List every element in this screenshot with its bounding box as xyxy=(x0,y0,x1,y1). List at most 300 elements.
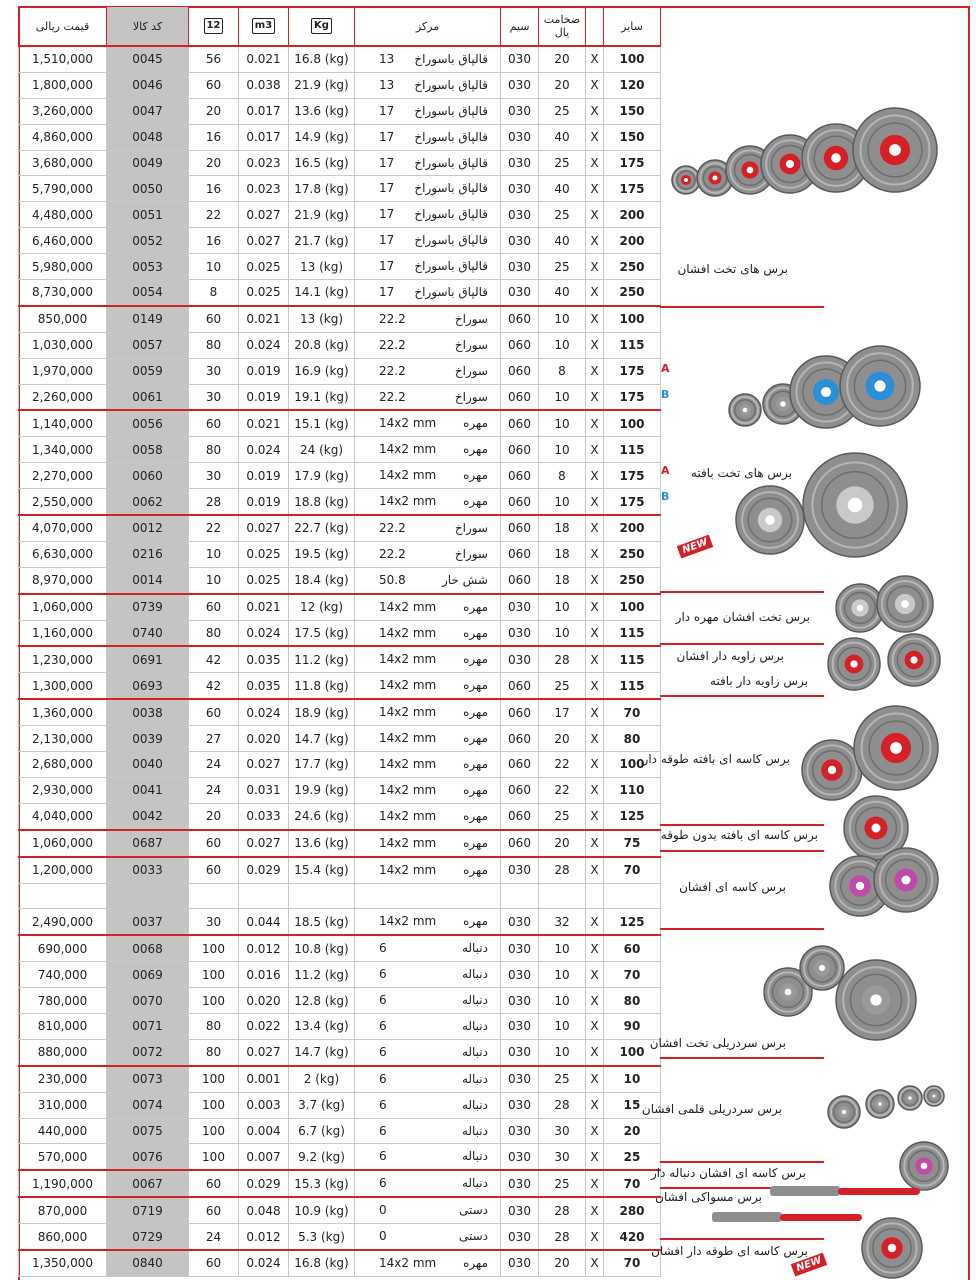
price-cell: 4,040,000 xyxy=(19,803,107,829)
price-cell: 4,860,000 xyxy=(19,124,107,150)
weight-cell: 15.4 (kg) xyxy=(289,857,355,883)
center-size: 6 xyxy=(379,1044,387,1059)
qty-cell: 60 xyxy=(189,857,239,883)
size-cell: 175 xyxy=(604,176,661,202)
center-type: قالپاق باسوراخ xyxy=(414,103,488,118)
x-cell: X xyxy=(586,567,604,593)
price-cell: 690,000 xyxy=(19,935,107,961)
weight-cell: 10.8 (kg) xyxy=(289,935,355,961)
x-cell: X xyxy=(586,646,604,672)
thickness-cell: 20 xyxy=(539,72,586,98)
x-cell: X xyxy=(586,1066,604,1092)
wire-cell: 060 xyxy=(501,567,539,593)
weight-cell: 2 (kg) xyxy=(289,1066,355,1092)
thickness-cell: 8 xyxy=(539,358,586,384)
weight-cell: 22.7 (kg) xyxy=(289,515,355,541)
center-type: قالپاق باسوراخ xyxy=(414,207,488,222)
price-cell: 740,000 xyxy=(19,962,107,988)
center-size: 14x2 mm xyxy=(379,808,437,823)
table-row xyxy=(19,1250,661,1276)
center-type: قالپاق باسوراخ xyxy=(414,77,488,92)
wire-cell: 030 xyxy=(501,646,539,672)
center-size: 6 xyxy=(379,1018,387,1033)
center-cell xyxy=(355,909,501,935)
price-cell: 1,340,000 xyxy=(19,437,107,463)
price-cell: 3,260,000 xyxy=(19,98,107,124)
center-size: 6 xyxy=(379,1097,387,1112)
thickness-sub-label: یال xyxy=(554,26,570,39)
center-size: 14x2 mm xyxy=(379,652,437,667)
weight-cell: 17.8 (kg) xyxy=(289,176,355,202)
qty-cell: 100 xyxy=(189,1118,239,1144)
size-cell: 70 xyxy=(604,857,661,883)
volume-cell: 0.007 xyxy=(239,1144,289,1170)
price-cell: 2,130,000 xyxy=(19,726,107,752)
table-row xyxy=(19,1013,661,1039)
price-cell: 1,350,000 xyxy=(19,1250,107,1276)
qty-cell: 20 xyxy=(189,98,239,124)
qty-cell: 60 xyxy=(189,72,239,98)
center-cell xyxy=(355,280,501,306)
center-cell xyxy=(355,699,501,725)
thickness-cell xyxy=(539,883,586,909)
weight-cell: 5.3 (kg) xyxy=(289,1224,355,1250)
center-size: 14x2 mm xyxy=(379,835,437,850)
wire-cell: 060 xyxy=(501,437,539,463)
qty-cell xyxy=(189,883,239,909)
table-row xyxy=(19,280,661,306)
center-cell xyxy=(355,410,501,436)
wire-cell: 060 xyxy=(501,673,539,699)
x-cell: X xyxy=(586,1092,604,1118)
x-cell: X xyxy=(586,306,604,332)
table-row xyxy=(19,752,661,778)
table-row xyxy=(19,567,661,593)
center-cell xyxy=(355,830,501,857)
size-cell: 80 xyxy=(604,988,661,1014)
weight-cell: 16.9 (kg) xyxy=(289,358,355,384)
center-cell xyxy=(355,98,501,124)
code-cell: 0687 xyxy=(107,830,189,857)
flat-knot-nut-brush-image xyxy=(801,451,909,559)
qty-cell: 100 xyxy=(189,1066,239,1092)
size-cell: 115 xyxy=(604,673,661,699)
table-row xyxy=(19,1118,661,1144)
center-cell xyxy=(355,673,501,699)
center-type: دنباله xyxy=(461,967,488,982)
center-cell xyxy=(355,384,501,410)
center-cell xyxy=(355,962,501,988)
pencil-shank-brush-image xyxy=(864,1088,896,1120)
center-size: 22.2 xyxy=(379,337,406,352)
code-cell: 0071 xyxy=(107,1013,189,1039)
volume-cell: 0.023 xyxy=(239,150,289,176)
x-cell xyxy=(586,883,604,909)
price-cell: 2,550,000 xyxy=(19,489,107,515)
x-cell: X xyxy=(586,830,604,857)
volume-cell: 0.019 xyxy=(239,489,289,515)
volume-cell: 0.027 xyxy=(239,752,289,778)
code-cell: 0067 xyxy=(107,1170,189,1197)
center-type: دنباله xyxy=(461,1123,488,1138)
size-cell: 70 xyxy=(604,699,661,725)
group-separator xyxy=(660,643,824,645)
table-row xyxy=(19,489,661,515)
center-size: 17 xyxy=(379,285,395,300)
wire-cell: 060 xyxy=(501,306,539,332)
cup-shank-brush-image xyxy=(898,1140,950,1192)
wire-cell: 060 xyxy=(501,410,539,436)
center-cell xyxy=(355,1092,501,1118)
center-type: شش خار xyxy=(441,572,488,587)
volume-cell: 0.027 xyxy=(239,228,289,254)
price-cell: 2,270,000 xyxy=(19,463,107,489)
wire-cell: 060 xyxy=(501,699,539,725)
wire-cell: 060 xyxy=(501,489,539,515)
wire-cell: 060 xyxy=(501,777,539,803)
weight-cell: 18.5 (kg) xyxy=(289,909,355,935)
center-cell xyxy=(355,726,501,752)
thickness-cell: 10 xyxy=(539,594,586,620)
cup-knot-ring-brush-image xyxy=(852,704,940,792)
table-row xyxy=(19,228,661,254)
x-cell: X xyxy=(586,988,604,1014)
qty-cell: 60 xyxy=(189,1250,239,1276)
price-cell: 2,260,000 xyxy=(19,384,107,410)
code-cell: 0041 xyxy=(107,777,189,803)
x-cell: X xyxy=(586,384,604,410)
price-cell: 2,490,000 xyxy=(19,909,107,935)
flat-knot-nut-brush-image xyxy=(734,484,806,556)
wire-cell: 060 xyxy=(501,515,539,541)
center-size: 14x2 mm xyxy=(379,914,437,929)
wire-cell: 060 xyxy=(501,463,539,489)
center-size: 14x2 mm xyxy=(379,625,437,640)
thickness-cell: 40 xyxy=(539,228,586,254)
label-cup-knot-ring-brush: برس کاسه ای بافته طوقه دار xyxy=(642,752,790,766)
center-size: 22.2 xyxy=(379,363,406,378)
center-size: 17 xyxy=(379,259,395,274)
code-cell: 0049 xyxy=(107,150,189,176)
center-type: سوراخ xyxy=(454,311,488,326)
weight-cell: 13 (kg) xyxy=(289,306,355,332)
center-cell xyxy=(355,332,501,358)
cup-crimp-ring-brush-image xyxy=(860,1216,924,1280)
qty-cell: 10 xyxy=(189,254,239,280)
wire-cell: 060 xyxy=(501,384,539,410)
center-size: 14x2 mm xyxy=(379,862,437,877)
x-cell: X xyxy=(586,202,604,228)
volume-cell: 0.017 xyxy=(239,98,289,124)
center-size: 17 xyxy=(379,155,395,170)
wire-cell: 030 xyxy=(501,909,539,935)
group-separator xyxy=(660,850,824,852)
x-cell: X xyxy=(586,726,604,752)
volume-cell: 0.019 xyxy=(239,358,289,384)
flat-knot-brush-image xyxy=(838,344,922,428)
center-type: قالپاق باسوراخ xyxy=(414,259,488,274)
weight-cell: 13.4 (kg) xyxy=(289,1013,355,1039)
thickness-cell: 20 xyxy=(539,1250,586,1276)
x-cell: X xyxy=(586,777,604,803)
volume-cell: 0.027 xyxy=(239,202,289,228)
center-cell xyxy=(355,1197,501,1223)
wire-cell: 030 xyxy=(501,150,539,176)
price-cell: 1,300,000 xyxy=(19,673,107,699)
table-row xyxy=(19,988,661,1014)
volume-cell: 0.024 xyxy=(239,1250,289,1276)
center-type: مهره xyxy=(463,705,488,720)
price-cell: 1,140,000 xyxy=(19,410,107,436)
price-cell: 4,480,000 xyxy=(19,202,107,228)
wire-cell: 030 xyxy=(501,1144,539,1170)
center-cell xyxy=(355,620,501,646)
table-row xyxy=(19,202,661,228)
table-row xyxy=(19,541,661,567)
x-cell: X xyxy=(586,1170,604,1197)
size-cell: 120 xyxy=(604,72,661,98)
price-cell: 1,510,000 xyxy=(19,46,107,72)
table-row xyxy=(19,1144,661,1170)
table-row xyxy=(19,1039,661,1065)
table-row xyxy=(19,1170,661,1197)
volume-cell: 0.029 xyxy=(239,857,289,883)
thickness-cell: 32 xyxy=(539,909,586,935)
size-cell: 10 xyxy=(604,1066,661,1092)
label-flat-shank-brush: برس سردریلی تخت افشان xyxy=(649,1036,786,1050)
label-cup-crimp-ring-brush: برس کاسه ای طوقه دار افشان xyxy=(651,1244,808,1258)
table-row xyxy=(19,1092,661,1118)
qty-cell: 42 xyxy=(189,646,239,672)
center-size: 6 xyxy=(379,941,387,956)
center-type: دستی xyxy=(458,1229,488,1244)
table-row xyxy=(19,594,661,620)
weight-cell: 14.7 (kg) xyxy=(289,726,355,752)
col-qty-header xyxy=(189,7,239,47)
weight-box-icon: Kg xyxy=(311,18,332,34)
center-size: 14x2 mm xyxy=(379,731,437,746)
thickness-cell: 10 xyxy=(539,1013,586,1039)
size-cell xyxy=(604,883,661,909)
table-row xyxy=(19,935,661,961)
table-row xyxy=(19,1224,661,1250)
center-cell xyxy=(355,1039,501,1065)
volume-cell: 0.048 xyxy=(239,1197,289,1223)
thickness-cell: 10 xyxy=(539,489,586,515)
weight-cell: 19.1 (kg) xyxy=(289,384,355,410)
x-cell: X xyxy=(586,46,604,72)
wire-cell: 030 xyxy=(501,176,539,202)
x-cell: X xyxy=(586,699,604,725)
price-cell: 780,000 xyxy=(19,988,107,1014)
wire-cell: 030 xyxy=(501,1039,539,1065)
table-row xyxy=(19,46,661,72)
col-weight-header xyxy=(289,7,355,47)
size-cell: 75 xyxy=(604,830,661,857)
thickness-cell: 10 xyxy=(539,620,586,646)
weight-cell: 12.8 (kg) xyxy=(289,988,355,1014)
qty-cell: 60 xyxy=(189,1170,239,1197)
code-cell: 0045 xyxy=(107,46,189,72)
qty-cell: 28 xyxy=(189,489,239,515)
weight-cell: 10.9 (kg) xyxy=(289,1197,355,1223)
code-cell: 0012 xyxy=(107,515,189,541)
center-cell xyxy=(355,857,501,883)
table-row xyxy=(19,98,661,124)
x-cell: X xyxy=(586,803,604,829)
center-size: 14x2 mm xyxy=(379,468,437,483)
wire-cell: 060 xyxy=(501,726,539,752)
center-size: 17 xyxy=(379,103,395,118)
group-separator xyxy=(660,591,824,593)
wire-cell: 060 xyxy=(501,332,539,358)
qty-cell: 27 xyxy=(189,726,239,752)
thickness-cell: 18 xyxy=(539,541,586,567)
group-separator xyxy=(660,1057,824,1059)
qty-cell: 60 xyxy=(189,594,239,620)
weight-cell: 6.7 (kg) xyxy=(289,1118,355,1144)
table-row xyxy=(19,72,661,98)
center-type: دنباله xyxy=(461,1097,488,1112)
price-cell: 880,000 xyxy=(19,1039,107,1065)
code-cell: 0074 xyxy=(107,1092,189,1118)
col-wire-header: سیم xyxy=(501,7,539,47)
volume-cell: 0.020 xyxy=(239,988,289,1014)
price-cell: 1,200,000 xyxy=(19,857,107,883)
center-cell xyxy=(355,1170,501,1197)
center-cell xyxy=(355,803,501,829)
code-cell: 0057 xyxy=(107,332,189,358)
center-cell xyxy=(355,883,501,909)
x-cell: X xyxy=(586,489,604,515)
x-cell: X xyxy=(586,72,604,98)
flat-nut-brush-image xyxy=(875,574,935,634)
code-cell: 0053 xyxy=(107,254,189,280)
group-separator xyxy=(660,1238,824,1240)
volume-cell: 0.025 xyxy=(239,280,289,306)
size-cell: 70 xyxy=(604,962,661,988)
center-cell xyxy=(355,254,501,280)
center-type: سوراخ xyxy=(454,363,488,378)
qty-cell: 8 xyxy=(189,280,239,306)
label-flat-knot-brush: برس های تخت بافته xyxy=(690,466,792,480)
weight-cell: 16.8 (kg) xyxy=(289,46,355,72)
table-row xyxy=(19,384,661,410)
price-cell: 570,000 xyxy=(19,1144,107,1170)
code-cell: 0039 xyxy=(107,726,189,752)
wire-cell: 030 xyxy=(501,228,539,254)
code-cell: 0052 xyxy=(107,228,189,254)
x-cell: X xyxy=(586,594,604,620)
thickness-cell: 28 xyxy=(539,1197,586,1223)
x-cell: X xyxy=(586,124,604,150)
table-row xyxy=(19,463,661,489)
col-price-header: قیمت ریالی xyxy=(19,7,107,47)
thickness-cell: 22 xyxy=(539,777,586,803)
size-cell: 100 xyxy=(604,1039,661,1065)
weight-cell: 15.3 (kg) xyxy=(289,1170,355,1197)
center-type: مهره xyxy=(463,757,488,772)
thickness-cell: 20 xyxy=(539,46,586,72)
center-cell xyxy=(355,515,501,541)
price-cell: 6,460,000 xyxy=(19,228,107,254)
size-cell: 250 xyxy=(604,541,661,567)
weight-cell: 16.5 (kg) xyxy=(289,150,355,176)
center-size: 0 xyxy=(379,1203,387,1218)
table-row xyxy=(19,726,661,752)
center-cell xyxy=(355,1224,501,1250)
table-row xyxy=(19,777,661,803)
qty-cell: 60 xyxy=(189,410,239,436)
thickness-cell: 10 xyxy=(539,410,586,436)
wire-cell: 030 xyxy=(501,988,539,1014)
center-cell xyxy=(355,228,501,254)
group-separator xyxy=(660,928,824,930)
center-type: مهره xyxy=(463,914,488,929)
weight-cell: 14.7 (kg) xyxy=(289,1039,355,1065)
label-flat-wheel-brush: برس های تخت افشان xyxy=(677,262,788,276)
center-size: 14x2 mm xyxy=(379,705,437,720)
volume-cell: 0.025 xyxy=(239,567,289,593)
volume-cell: 0.025 xyxy=(239,541,289,567)
table-row xyxy=(19,830,661,857)
x-cell: X xyxy=(586,280,604,306)
center-size: 22.2 xyxy=(379,546,406,561)
code-cell: 0719 xyxy=(107,1197,189,1223)
size-cell: 250 xyxy=(604,567,661,593)
x-cell: X xyxy=(586,673,604,699)
code-cell: 0059 xyxy=(107,358,189,384)
center-type: دنباله xyxy=(461,1176,488,1191)
wire-cell: 030 xyxy=(501,202,539,228)
size-cell: 100 xyxy=(604,306,661,332)
wire-cell: 060 xyxy=(501,358,539,384)
price-cell: 1,360,000 xyxy=(19,699,107,725)
wire-cell: 030 xyxy=(501,1170,539,1197)
table-row xyxy=(19,176,661,202)
table-row xyxy=(19,358,661,384)
qty-cell: 60 xyxy=(189,830,239,857)
thickness-cell: 25 xyxy=(539,1170,586,1197)
weight-cell: 11.2 (kg) xyxy=(289,646,355,672)
thickness-cell: 20 xyxy=(539,830,586,857)
price-cell: 810,000 xyxy=(19,1013,107,1039)
center-cell xyxy=(355,176,501,202)
center-cell xyxy=(355,46,501,72)
size-cell: 420 xyxy=(604,1224,661,1250)
center-size: 14x2 mm xyxy=(379,416,437,431)
table-row xyxy=(19,332,661,358)
wire-cell: 030 xyxy=(501,857,539,883)
weight-cell: 14.9 (kg) xyxy=(289,124,355,150)
qty-cell: 24 xyxy=(189,777,239,803)
wire-cell: 030 xyxy=(501,962,539,988)
center-cell xyxy=(355,437,501,463)
group-separator xyxy=(660,824,824,826)
wire-cell: 060 xyxy=(501,752,539,778)
new-badge: NEW xyxy=(791,1253,828,1277)
center-type: مهره xyxy=(463,468,488,483)
volume-cell: 0.001 xyxy=(239,1066,289,1092)
weight-cell: 13 (kg) xyxy=(289,254,355,280)
price-cell xyxy=(19,883,107,909)
center-size: 6 xyxy=(379,1123,387,1138)
code-cell: 0051 xyxy=(107,202,189,228)
code-cell: 0739 xyxy=(107,594,189,620)
center-type: مهره xyxy=(463,782,488,797)
wire-cell: 060 xyxy=(501,830,539,857)
code-cell: 0729 xyxy=(107,1224,189,1250)
